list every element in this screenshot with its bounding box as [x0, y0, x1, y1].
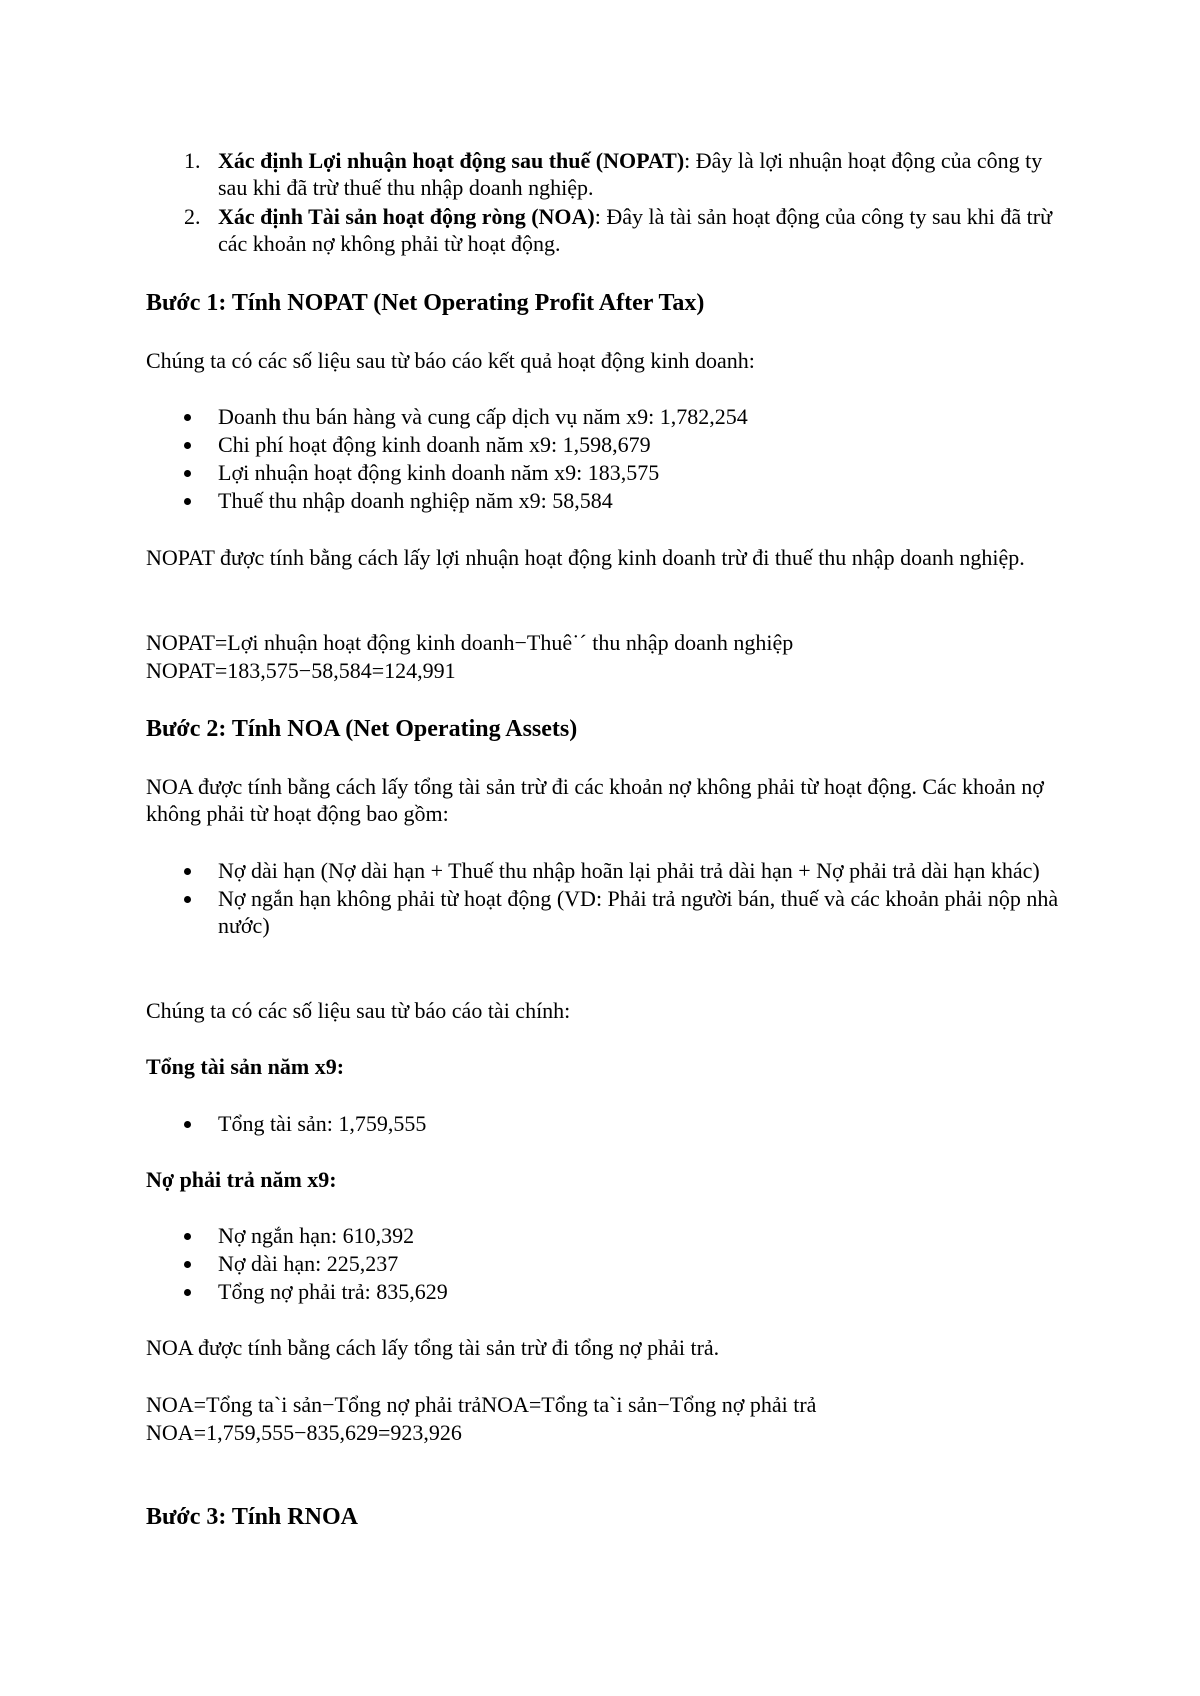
list-item [146, 1278, 1066, 1305]
step1-heading: Bước 1: Tính NOPAT (Net Operating Profit After Tax) [146, 290, 705, 316]
step1-formula-calculation: NOPAT=183,575−58,584=124,991 [146, 658, 456, 683]
step2-heading: Bước 2: Tính NOA (Net Operating Assets) [146, 716, 578, 742]
total-assets-heading: Tổng tài sản năm x9: [146, 1054, 345, 1079]
step1-bullet-list [146, 403, 1066, 515]
bullet-icon [184, 498, 191, 505]
bullet-icon [184, 1233, 191, 1240]
list-term: Xác định Lợi nhuận hoạt động sau thuế (NOPAT) [218, 148, 685, 173]
step2-bullet-list [146, 857, 1066, 940]
bullet-icon [184, 868, 191, 875]
list-item-text: Doanh thu bán hàng và cung cấp dịch vụ năm x9: 1,782,254 [218, 404, 748, 429]
intro-numbered-list [146, 147, 1066, 259]
step2-formula-definition: NOA=Tổng ta`i sản−Tổng nợ phải trảNOA=Tổng ta`i sản−Tổng nợ phải trả [146, 1392, 817, 1417]
list-item [146, 203, 1066, 257]
list-description: : Đây là lợi nhuận hoạt động của công ty sau khi đã trừ thuế thu nhập doanh nghiệp. [218, 148, 1043, 200]
list-term: Xác định Tài sản hoạt động ròng (NOA) [218, 204, 595, 229]
bullet-icon [184, 442, 191, 449]
bullet-icon [184, 1261, 191, 1268]
step1-explanation: NOPAT được tính bằng cách lấy lợi nhuận hoạt động kinh doanh trừ đi thuế thu nhập doanh nghiệp. [146, 545, 1025, 570]
bullet-icon [184, 414, 191, 421]
step1-formula-definition: NOPAT=Lợi nhuận hoạt động kinh doanh−Thuê˙ˊ thu nhập doanh nghiệp [146, 630, 794, 655]
step2-data-intro: Chúng ta có các số liệu sau từ báo cáo tài chính: [146, 998, 571, 1023]
list-item [146, 147, 1066, 201]
step2-intro: NOA được tính bằng cách lấy tổng tài sản trừ đi các khoản nợ không phải từ hoạt động. Các khoản nợ không phải từ hoạt động bao gồm: [146, 774, 1044, 826]
list-description: : Đây là tài sản hoạt động của công ty sau khi đã trừ các khoản nợ không phải từ hoạt động. [218, 204, 1053, 256]
bullet-icon [184, 470, 191, 477]
list-number: 1. [184, 148, 201, 173]
list-item-text: Tổng nợ phải trả: 835,629 [218, 1279, 448, 1304]
list-item-text: Nợ ngắn hạn không phải từ hoạt động (VD: Phải trả người bán, thuế và các khoản phải nộp nhà nước) [218, 886, 1059, 938]
list-item [146, 459, 1066, 486]
list-number: 2. [184, 204, 201, 229]
list-item [146, 1110, 1066, 1137]
step1-intro: Chúng ta có các số liệu sau từ báo cáo kết quả hoạt động kinh doanh: [146, 348, 755, 373]
step3-heading: Bước 3: Tính RNOA [146, 1504, 358, 1530]
liabilities-list [146, 1222, 1066, 1306]
list-item [146, 885, 1066, 939]
liabilities-heading: Nợ phải trả năm x9: [146, 1167, 337, 1192]
list-item-text: Thuế thu nhập doanh nghiệp năm x9: 58,584 [218, 488, 613, 513]
step2-explanation: NOA được tính bằng cách lấy tổng tài sản trừ đi tổng nợ phải trả. [146, 1335, 720, 1360]
list-item [146, 857, 1066, 884]
total-assets-list [146, 1110, 1066, 1138]
list-item [146, 1250, 1066, 1277]
list-item [146, 431, 1066, 458]
bullet-icon [184, 1289, 191, 1296]
list-item [146, 1222, 1066, 1249]
bullet-icon [184, 896, 191, 903]
list-item-text: Lợi nhuận hoạt động kinh doanh năm x9: 183,575 [218, 460, 660, 485]
list-item-text: Chi phí hoạt động kinh doanh năm x9: 1,598,679 [218, 432, 651, 457]
list-item-text: Nợ ngắn hạn: 610,392 [218, 1223, 415, 1248]
list-item-text: Nợ dài hạn (Nợ dài hạn + Thuế thu nhập hoãn lại phải trả dài hạn + Nợ phải trả dài hạn khác) [218, 858, 1040, 883]
list-item-text: Nợ dài hạn: 225,237 [218, 1251, 399, 1276]
list-item [146, 487, 1066, 514]
list-item-text: Tổng tài sản: 1,759,555 [218, 1111, 427, 1136]
bullet-icon [184, 1121, 191, 1128]
list-item [146, 403, 1066, 430]
step2-formula-calculation: NOA=1,759,555−835,629=923,926 [146, 1420, 462, 1445]
